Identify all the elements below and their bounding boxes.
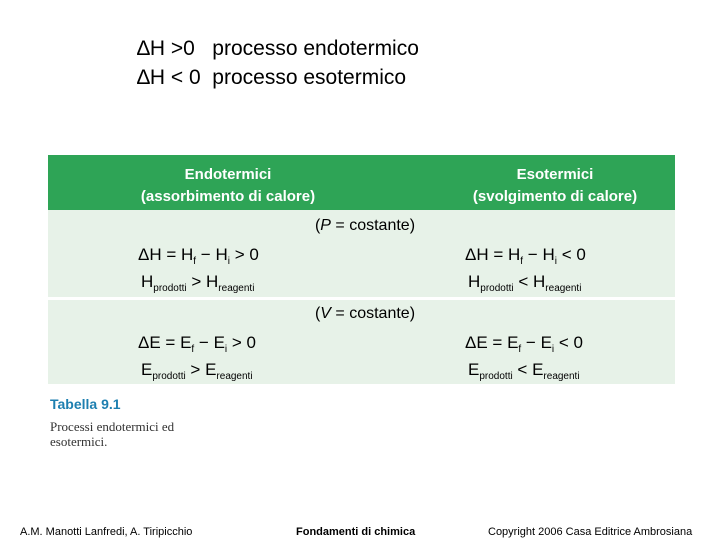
intro-text [137,34,419,92]
header-exothermic [435,164,675,208]
footer-copyright: Copyright 2006 Casa Editrice Ambrosiana [488,526,693,538]
intro-line-endothermic: ∆H >0 processo endotermico [137,37,419,60]
energy-exothermic-inequality: $E_{prodotti} < E_{reagenti}$ [468,360,580,382]
condition-constant-volume: (V = costante) [314,305,416,322]
caption-number: Tabella 9.1 [50,396,121,412]
condition-constant-pressure: (P = costante) [314,217,416,234]
enthalpy-endothermic-inequality: $H_{prodotti} > H_{reagenti}$ [141,272,255,294]
intro-line-exothermic: ∆H < 0 processo esotermico [137,66,407,89]
footer-book-title: Fondamenti di chimica [296,526,416,538]
header-endothermic-subtitle: (assorbimento di calore) [140,188,316,205]
enthalpy-exothermic-inequality: $H_{prodotti} < H_{reagenti}$ [468,272,582,294]
section-divider [48,297,675,300]
enthalpy-endothermic-equation: $\Delta H = H_f - H_i > 0$ [138,245,259,267]
header-exothermic-title: Esotermici [516,166,594,183]
enthalpy-exothermic-equation: $\Delta H = H_f - H_i < 0$ [465,245,586,267]
header-endothermic-title: Endotermici [184,166,272,183]
caption-text: Processi endotermici ed esotermici. [50,419,175,449]
header-endothermic [108,164,348,208]
comparison-table [48,155,675,384]
header-exothermic-subtitle: (svolgimento di calore) [472,188,638,205]
table-header [48,155,675,210]
footer-authors: A.M. Manotti Lanfredi, A. Tiripicchio [20,526,193,538]
energy-exothermic-equation: $\Delta E = E_f - E_i < 0$ [465,333,583,355]
energy-endothermic-equation: $\Delta E = E_f - E_i > 0$ [138,333,256,355]
energy-endothermic-inequality: $E_{prodotti} > E_{reagenti}$ [141,360,253,382]
